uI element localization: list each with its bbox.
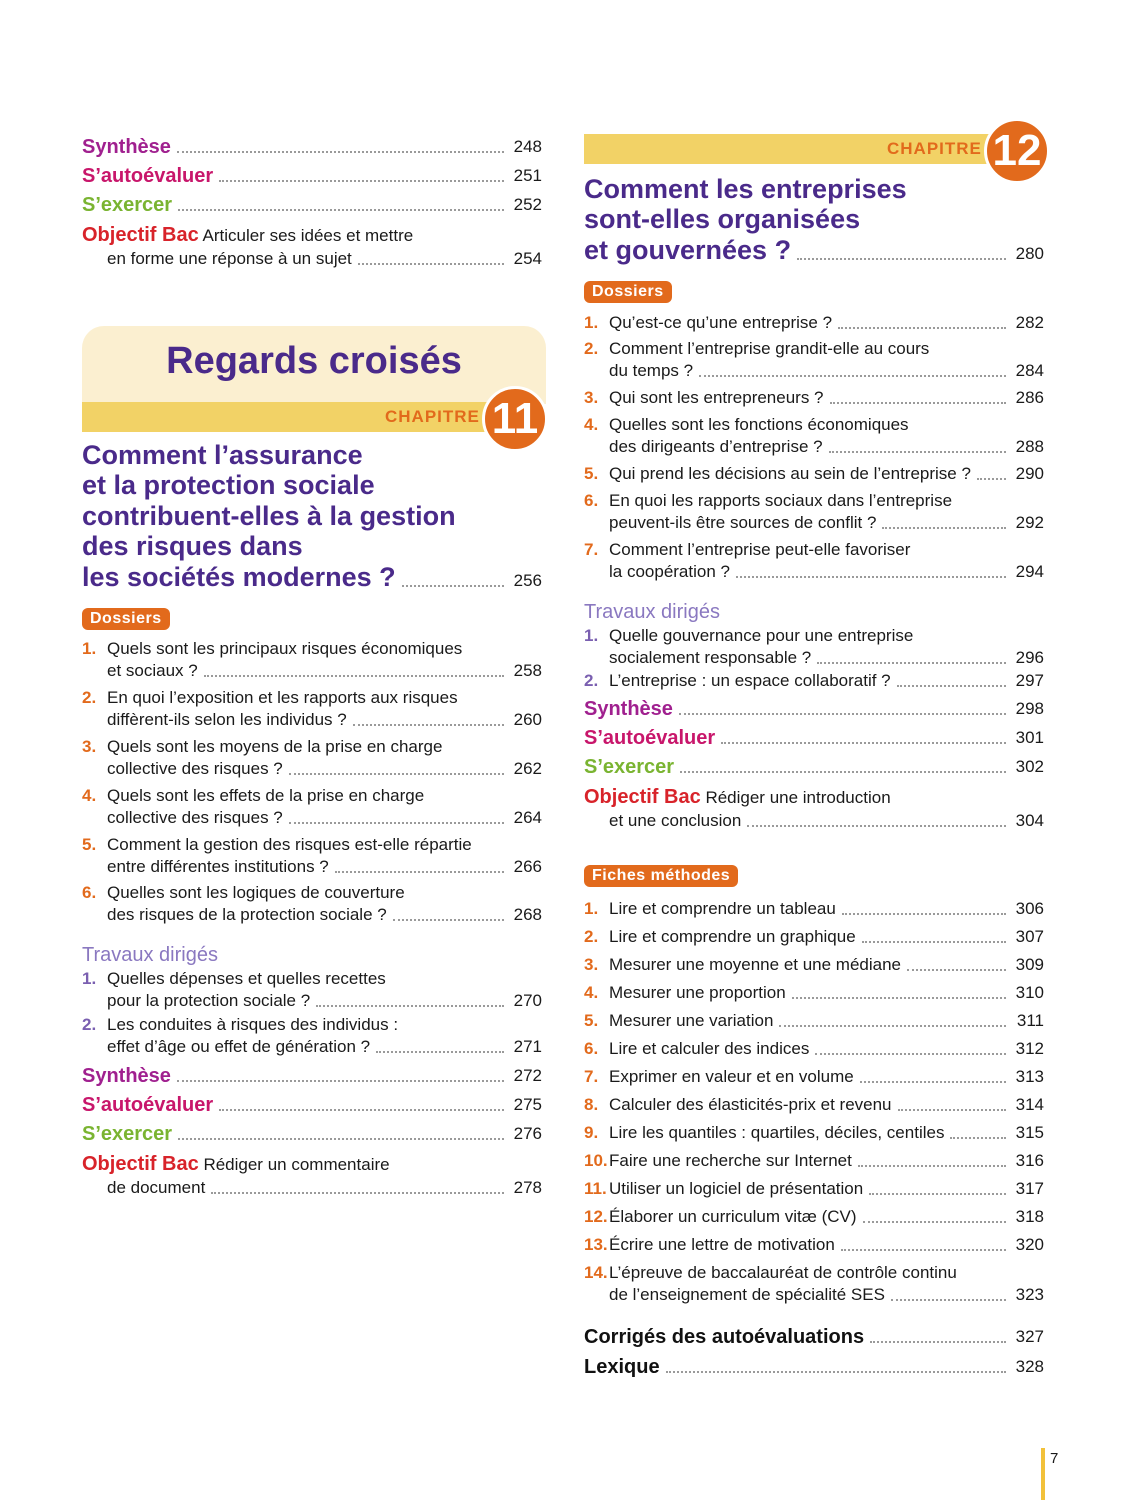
entry-text: Quels sont les moyens de la prise en charge xyxy=(107,737,443,756)
toc-entry[interactable] xyxy=(584,1010,1044,1032)
entry-text: Quels sont les effets de la prise en charge xyxy=(107,786,425,805)
entry-page: 320 xyxy=(1015,1235,1044,1254)
chapter-11-title-line: et la protection sociale xyxy=(82,470,375,500)
entry-page: 260 xyxy=(513,710,542,729)
entry-text: Comment l’entreprise peut-elle favoriser xyxy=(609,540,911,559)
page-number: 7 xyxy=(1050,1450,1059,1467)
toc-entry[interactable] xyxy=(82,638,462,660)
entry-page: 271 xyxy=(513,1037,542,1056)
toc-entry[interactable] xyxy=(82,968,386,990)
toc-objectif-bac[interactable]: Objectif Bac Articuler ses idées et mettre xyxy=(82,224,414,246)
entry-text: du temps ? xyxy=(609,361,694,380)
chapter-12-title-line: Comment les entreprises xyxy=(584,174,907,204)
toc-entry[interactable] xyxy=(82,1014,398,1036)
toc-entry-line2 xyxy=(82,758,542,780)
entry-text: Lire et calculer des indices xyxy=(609,1039,810,1058)
entry-number: 2. xyxy=(82,688,97,707)
toc-entry[interactable] xyxy=(584,1178,1044,1200)
entry-page: 310 xyxy=(1015,983,1044,1002)
toc-autoevaluer[interactable]: S’autoévaluer 301 xyxy=(584,727,1044,749)
entry-page: 306 xyxy=(1015,899,1044,918)
entry-text: collective des risques ? xyxy=(107,759,283,778)
toc-objectif-bac-line2: et une conclusion 304 xyxy=(609,811,1044,830)
entry-page: 297 xyxy=(1015,671,1044,690)
dossiers-badge: Dossiers xyxy=(584,281,672,303)
entry-number: 11. xyxy=(584,1179,607,1198)
entry-number: 6. xyxy=(584,1039,599,1058)
toc-entry[interactable] xyxy=(82,785,424,807)
entry-text: de l’enseignement de spécialité SES xyxy=(609,1285,885,1304)
toc-entry[interactable] xyxy=(584,490,952,512)
entry-text: En quoi l’exposition et les rapports aux risques xyxy=(107,688,458,707)
toc-entry[interactable] xyxy=(584,670,1044,692)
toc-entry[interactable] xyxy=(584,1262,957,1284)
chapter-12-label: CHAPITRE xyxy=(887,139,982,158)
toc-autoevaluer[interactable]: S’autoévaluer 275 xyxy=(82,1094,542,1116)
fiches-methodes-badge: Fiches méthodes xyxy=(584,865,738,887)
entry-text: Mesurer une variation xyxy=(609,1011,774,1030)
chapter-11-label: CHAPITRE xyxy=(385,407,480,426)
entry-text: diffèrent-ils selon les individus ? xyxy=(107,710,347,729)
entry-text: Comment l’entreprise grandit-elle au cours xyxy=(609,339,930,358)
toc-entry[interactable] xyxy=(584,539,910,561)
entry-page: 266 xyxy=(513,857,542,876)
entry-number: 1. xyxy=(82,969,97,988)
toc-synthese[interactable]: Synthèse 272 xyxy=(82,1065,542,1087)
toc-entry[interactable] xyxy=(584,625,913,647)
entry-number: 7. xyxy=(584,540,599,559)
entry-number: 14. xyxy=(584,1263,608,1282)
entry-number: 2. xyxy=(584,927,599,946)
entry-text: Écrire une lettre de motivation xyxy=(609,1235,835,1254)
toc-autoevaluer[interactable]: S’autoévaluer 251 xyxy=(82,165,542,187)
entry-number: 3. xyxy=(82,737,97,756)
chapter-11-title-last[interactable]: les sociétés modernes ? 256 xyxy=(82,562,542,592)
entry-text: Exprimer en valeur et en volume xyxy=(609,1067,854,1086)
chapter-12-number: 12 xyxy=(984,118,1050,184)
entry-number: 1. xyxy=(82,639,97,658)
entry-number: 4. xyxy=(584,415,599,434)
chapter-11-title-line: contribuent-elles à la gestion xyxy=(82,501,456,531)
entry-page: 270 xyxy=(513,991,542,1010)
entry-page: 313 xyxy=(1015,1067,1044,1086)
entry-page: 318 xyxy=(1015,1207,1044,1226)
entry-number: 9. xyxy=(584,1123,599,1142)
toc-entry[interactable] xyxy=(584,338,929,360)
toc-entry[interactable] xyxy=(584,1150,1044,1172)
toc-entry-line2 xyxy=(584,436,1044,458)
entry-text: socialement responsable ? xyxy=(609,648,812,667)
entry-page: 262 xyxy=(513,759,542,778)
toc-entry-line2 xyxy=(82,807,542,829)
chapter-11-title-line: Comment l’assurance xyxy=(82,440,363,470)
entry-text: Calculer des élasticités-prix et revenu xyxy=(609,1095,892,1114)
toc-entry-line2 xyxy=(82,856,542,878)
toc-entry[interactable] xyxy=(584,1206,1044,1228)
toc-entry[interactable] xyxy=(584,463,1044,485)
entry-number: 10. xyxy=(584,1151,608,1170)
travaux-diriges-heading: Travaux dirigés xyxy=(82,944,218,966)
toc-entry-line2 xyxy=(584,512,1044,534)
toc-entry-line2 xyxy=(584,647,1044,669)
entry-page: 296 xyxy=(1015,648,1044,667)
toc-entry-line2 xyxy=(584,1284,1044,1306)
entry-text: Quelles sont les logiques de couverture xyxy=(107,883,405,902)
toc-entry[interactable] xyxy=(584,954,1044,976)
entry-text: En quoi les rapports sociaux dans l’entreprise xyxy=(609,491,953,510)
entry-text: effet d’âge ou effet de génération ? xyxy=(107,1037,371,1056)
entry-text: L’épreuve de baccalauréat de contrôle continu xyxy=(609,1263,957,1282)
entry-text: Mesurer une proportion xyxy=(609,983,786,1002)
entry-page: 314 xyxy=(1015,1095,1044,1114)
toc-entry-line2 xyxy=(584,561,1044,583)
entry-text: Utiliser un logiciel de présentation xyxy=(609,1179,864,1198)
entry-number: 6. xyxy=(584,491,599,510)
entry-page: 307 xyxy=(1015,927,1044,946)
toc-objectif-bac[interactable]: Objectif Bac Rédiger une introduction xyxy=(584,786,891,808)
entry-number: 13. xyxy=(584,1235,608,1254)
entry-page: 315 xyxy=(1015,1123,1044,1142)
entry-text: peuvent-ils être sources de conflit ? xyxy=(609,513,877,532)
entry-text: Faire une recherche sur Internet xyxy=(609,1151,852,1170)
toc-entry[interactable] xyxy=(584,387,1044,409)
entry-page: 292 xyxy=(1015,513,1044,532)
toc-entry[interactable] xyxy=(82,882,405,904)
entry-text: pour la protection sociale ? xyxy=(107,991,311,1010)
entry-page: 309 xyxy=(1015,955,1044,974)
entry-text: collective des risques ? xyxy=(107,808,283,827)
entry-text: Quelles dépenses et quelles recettes xyxy=(107,969,386,988)
toc-entry[interactable] xyxy=(584,414,909,436)
toc-entry[interactable] xyxy=(584,898,1044,920)
toc-objectif-bac-line2: en forme une réponse à un sujet 254 xyxy=(107,249,542,268)
dossiers-badge: Dossiers xyxy=(82,608,170,630)
entry-page: 288 xyxy=(1015,437,1044,456)
toc-objectif-bac-line2: de document 278 xyxy=(107,1178,542,1197)
toc-entry[interactable] xyxy=(584,1234,1044,1256)
entry-page: 294 xyxy=(1015,562,1044,581)
toc-synthese[interactable]: Synthèse 298 xyxy=(584,698,1044,720)
entry-text: Qui prend les décisions au sein de l’entreprise ? xyxy=(609,464,971,483)
entry-page: 312 xyxy=(1015,1039,1044,1058)
entry-text: des dirigeants d’entreprise ? xyxy=(609,437,823,456)
entry-number: 1. xyxy=(584,313,599,332)
entry-text: et sociaux ? xyxy=(107,661,198,680)
toc-entry[interactable] xyxy=(584,1094,1044,1116)
toc-entry-line2 xyxy=(82,904,542,926)
entry-text: entre différentes institutions ? xyxy=(107,857,329,876)
toc-entry[interactable] xyxy=(82,736,442,758)
entry-number: 12. xyxy=(584,1207,608,1226)
entry-text: Mesurer une moyenne et une médiane xyxy=(609,955,902,974)
entry-text: Lire et comprendre un tableau xyxy=(609,899,836,918)
entry-number: 5. xyxy=(82,835,97,854)
chapter-12-title-last[interactable]: et gouvernées ? 280 xyxy=(584,235,1044,265)
entry-number: 6. xyxy=(82,883,97,902)
toc-entry-line2 xyxy=(82,1036,542,1058)
entry-number: 3. xyxy=(584,955,599,974)
entry-text: Lire et comprendre un graphique xyxy=(609,927,856,946)
toc-exercer[interactable]: S’exercer 302 xyxy=(584,756,1044,778)
entry-page: 290 xyxy=(1015,464,1044,483)
entry-text: Les conduites à risques des individus : xyxy=(107,1015,399,1034)
entry-text: des risques de la protection sociale ? xyxy=(107,905,387,924)
entry-number: 1. xyxy=(584,899,599,918)
toc-entry-line2 xyxy=(82,660,542,682)
entry-page: 311 xyxy=(1016,1011,1044,1030)
toc-lexique[interactable]: Lexique 328 xyxy=(584,1356,1044,1378)
entry-page: 264 xyxy=(513,808,542,827)
entry-text: Qu’est-ce qu’une entreprise ? xyxy=(609,313,833,332)
travaux-diriges-heading: Travaux dirigés xyxy=(584,601,720,623)
entry-page: 282 xyxy=(1015,313,1044,332)
entry-number: 4. xyxy=(82,786,97,805)
entry-page: 317 xyxy=(1015,1179,1044,1198)
chapter-11-title-line: des risques dans xyxy=(82,531,303,561)
entry-text: Qui sont les entrepreneurs ? xyxy=(609,388,824,407)
toc-entry-line2 xyxy=(584,360,1044,382)
chapter-11-number: 11 xyxy=(482,386,548,452)
entry-number: 4. xyxy=(584,983,599,1002)
entry-number: 7. xyxy=(584,1067,599,1086)
toc-entry[interactable] xyxy=(82,687,458,709)
entry-number: 2. xyxy=(584,339,599,358)
entry-text: Élaborer un curriculum vitæ (CV) xyxy=(609,1207,857,1226)
entry-text: Quelles sont les fonctions économiques xyxy=(609,415,909,434)
entry-text: Quels sont les principaux risques économiques xyxy=(107,639,463,658)
entry-text: Lire les quantiles : quartiles, déciles, centiles xyxy=(609,1123,945,1142)
entry-page: 316 xyxy=(1015,1151,1044,1170)
entry-page: 323 xyxy=(1015,1285,1044,1304)
toc-entry[interactable] xyxy=(82,834,472,856)
entry-number: 1. xyxy=(584,626,599,645)
toc-exercer[interactable]: S’exercer 276 xyxy=(82,1123,542,1145)
toc-synthese[interactable]: Synthèse 248 xyxy=(82,136,542,158)
entry-page: 258 xyxy=(513,661,542,680)
entry-page: 286 xyxy=(1015,388,1044,407)
entry-number: 3. xyxy=(584,388,599,407)
toc-entry[interactable] xyxy=(584,312,1044,334)
entry-page: 268 xyxy=(513,905,542,924)
toc-corriges[interactable]: Corrigés des autoévaluations 327 xyxy=(584,1326,1044,1348)
entry-text: L’entreprise : un espace collaboratif ? xyxy=(609,671,891,690)
chapter-12-title-line: sont-elles organisées xyxy=(584,204,861,234)
entry-number: 2. xyxy=(82,1015,97,1034)
entry-number: 8. xyxy=(584,1095,599,1114)
page-number-bar xyxy=(1041,1448,1045,1500)
toc-entry[interactable] xyxy=(584,926,1044,948)
entry-page: 284 xyxy=(1015,361,1044,380)
entry-number: 2. xyxy=(584,671,599,690)
toc-entry[interactable] xyxy=(584,1038,1044,1060)
entry-text: Comment la gestion des risques est-elle répartie xyxy=(107,835,472,854)
toc-entry[interactable] xyxy=(584,1066,1044,1088)
entry-number: 5. xyxy=(584,464,599,483)
regards-title: Regards croisés xyxy=(166,340,462,382)
toc-entry[interactable] xyxy=(584,982,1044,1004)
entry-number: 5. xyxy=(584,1011,599,1030)
toc-entry-line2 xyxy=(82,709,542,731)
regards-croises-banner xyxy=(82,326,546,404)
toc-exercer[interactable]: S’exercer 252 xyxy=(82,194,542,216)
entry-text: la coopération ? xyxy=(609,562,730,581)
toc-entry-line2 xyxy=(82,990,542,1012)
toc-objectif-bac[interactable]: Objectif Bac Rédiger un commentaire xyxy=(82,1153,390,1175)
entry-text: Quelle gouvernance pour une entreprise xyxy=(609,626,914,645)
toc-entry[interactable] xyxy=(584,1122,1044,1144)
